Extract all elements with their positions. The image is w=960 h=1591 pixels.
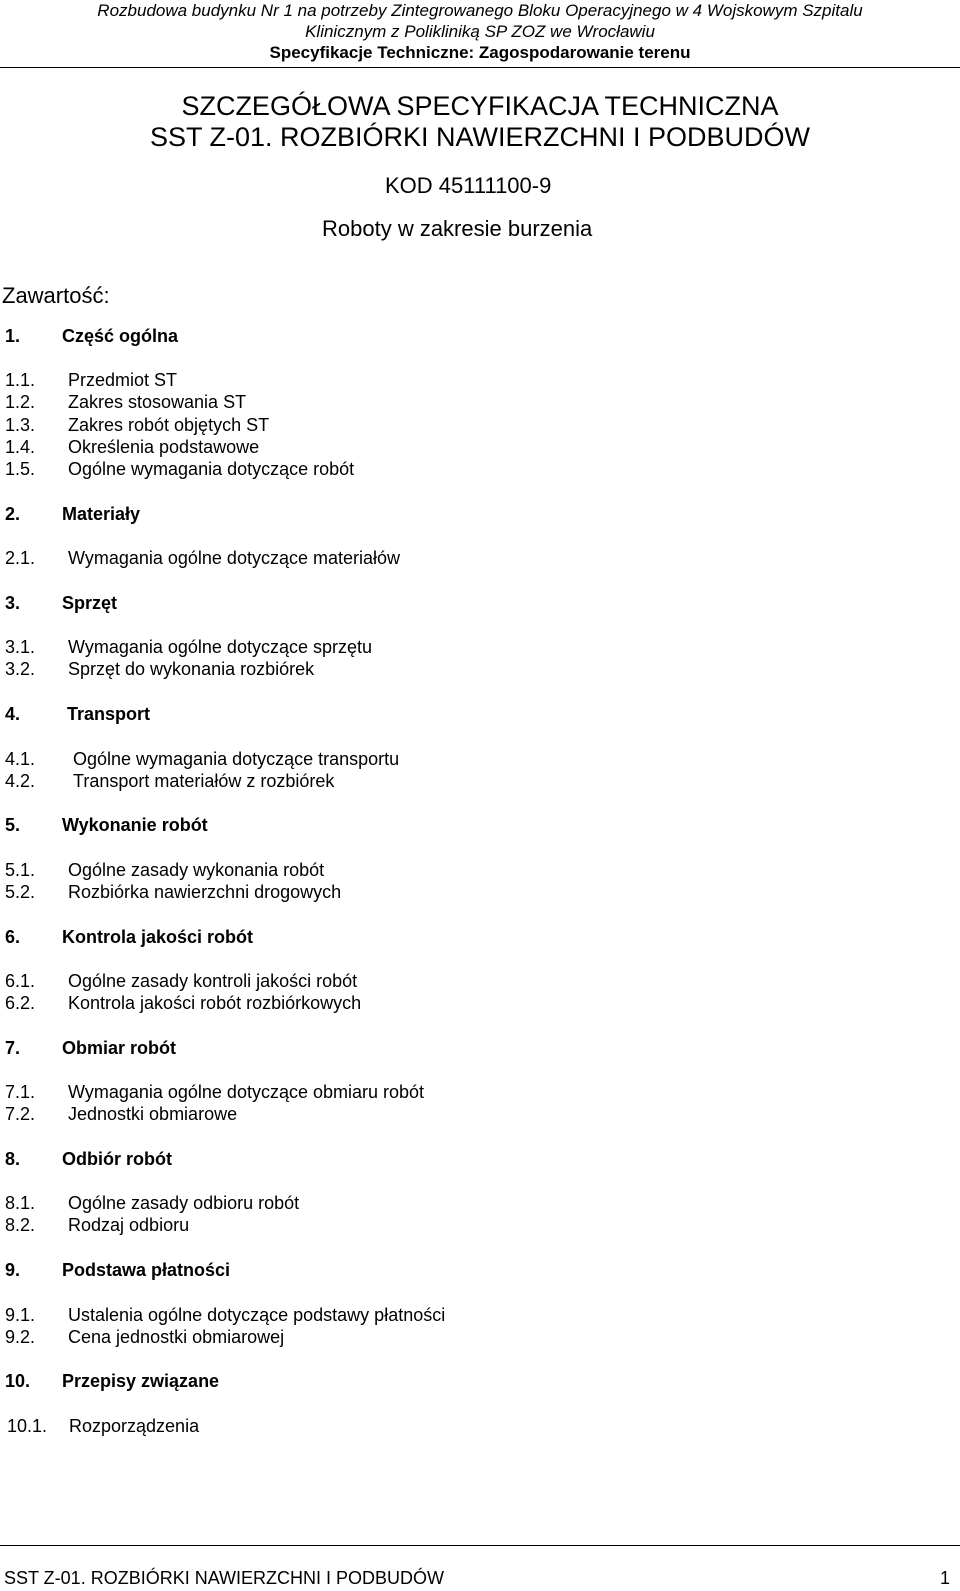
toc-label: Zakres robót objętych ST — [68, 415, 270, 435]
toc-label: Przedmiot ST — [68, 370, 178, 390]
toc-number: 8.1. — [5, 1193, 36, 1213]
toc-label: Sprzęt — [62, 593, 118, 613]
toc-number: 5. — [5, 815, 21, 835]
toc-number: 10.1. — [7, 1416, 48, 1436]
toc-number: 3.1. — [5, 637, 36, 657]
toc-number: 1.3. — [5, 415, 36, 435]
toc-label: Materiały — [62, 504, 141, 524]
page-number: 1 — [939, 1568, 950, 1588]
toc-label: Ogólne zasady odbioru robót — [68, 1193, 300, 1213]
toc-label: Transport materiałów z rozbiórek — [73, 771, 335, 791]
toc-number: 1.2. — [5, 392, 36, 412]
toc-number: 10. — [5, 1371, 31, 1391]
toc-number: 7.1. — [5, 1082, 36, 1102]
toc-number: 6. — [5, 927, 21, 947]
header-line-3: Specyfikacje Techniczne: Zagospodarowanie terenu — [269, 43, 691, 62]
toc-label: Wykonanie robót — [62, 815, 208, 835]
toc-label: Ogólne wymagania dotyczące robót — [68, 459, 355, 479]
toc-number: 9.2. — [5, 1327, 36, 1347]
toc-number: 6.1. — [5, 971, 36, 991]
toc-label: Określenia podstawowe — [68, 437, 260, 457]
toc-number: 1. — [5, 326, 21, 346]
toc-label: Część ogólna — [62, 326, 179, 346]
toc-number: 8. — [5, 1149, 21, 1169]
toc-number: 7.2. — [5, 1104, 36, 1124]
toc-number: 4.1. — [5, 749, 36, 769]
toc-label: Przepisy związane — [62, 1371, 220, 1391]
toc-label: Sprzęt do wykonania rozbiórek — [68, 659, 315, 679]
toc-label: Rodzaj odbioru — [68, 1215, 190, 1235]
toc-label: Ogólne zasady wykonania robót — [68, 860, 325, 880]
toc-label: Odbiór robót — [62, 1149, 172, 1169]
toc-number: 9.1. — [5, 1305, 36, 1325]
contents-heading: Zawartość: — [2, 283, 110, 308]
toc-number: 3. — [5, 593, 21, 613]
toc-number: 2. — [5, 504, 21, 524]
toc-label: Rozporządzenia — [69, 1416, 200, 1436]
toc-number: 3.2. — [5, 659, 36, 679]
toc-number: 5.2. — [5, 882, 36, 902]
toc-number: 7. — [5, 1038, 21, 1058]
header-line-1: Rozbudowa budynku Nr 1 na potrzeby Zintegrowanego Bloku Operacyjnego w 4 Wojskowym Szpitalu — [97, 1, 863, 20]
toc-number: 1.4. — [5, 437, 36, 457]
document-title-line-1: SZCZEGÓŁOWA SPECYFIKACJA TECHNICZNA — [181, 91, 779, 121]
toc-label: Ustalenia ogólne dotyczące podstawy płatności — [68, 1305, 446, 1325]
toc-number: 5.1. — [5, 860, 36, 880]
toc-label: Wymagania ogólne dotyczące obmiaru robót — [68, 1082, 425, 1102]
toc-label: Obmiar robót — [62, 1038, 177, 1058]
toc-label: Wymagania ogólne dotyczące sprzętu — [68, 637, 373, 657]
toc-label: Ogólne wymagania dotyczące transportu — [73, 749, 400, 769]
toc-label: Kontrola jakości robót — [62, 927, 254, 947]
toc-label: Cena jednostki obmiarowej — [68, 1327, 285, 1347]
document-code: KOD 45111100-9 — [385, 173, 552, 198]
header-line-2: Klinicznym z Polikliniką SP ZOZ we Wrocławiu — [305, 22, 655, 41]
footer-divider — [0, 1545, 960, 1546]
toc-label: Zakres stosowania ST — [68, 392, 247, 412]
toc-label: Transport — [67, 704, 151, 724]
toc-label: Rozbiórka nawierzchni drogowych — [68, 882, 342, 902]
toc-label: Podstawa płatności — [62, 1260, 231, 1280]
toc-number: 4. — [5, 704, 21, 724]
toc-number: 1.5. — [5, 459, 36, 479]
toc-label: Jednostki obmiarowe — [68, 1104, 238, 1124]
toc-number: 2.1. — [5, 548, 36, 568]
toc-number: 1.1. — [5, 370, 36, 390]
document-title-line-2: SST Z-01. ROZBIÓRKI NAWIERZCHNI I PODBUDÓW — [149, 122, 811, 152]
toc-number: 6.2. — [5, 993, 36, 1013]
footer-title: SST Z-01. ROZBIÓRKI NAWIERZCHNI I PODBUDÓW — [4, 1568, 445, 1588]
toc-number: 9. — [5, 1260, 21, 1280]
toc-label: Wymagania ogólne dotyczące materiałów — [68, 548, 401, 568]
toc-label: Kontrola jakości robót rozbiórkowych — [68, 993, 362, 1013]
toc-number: 8.2. — [5, 1215, 36, 1235]
document-subtitle: Roboty w zakresie burzenia — [322, 216, 593, 241]
toc-label: Ogólne zasady kontroli jakości robót — [68, 971, 358, 991]
toc-number: 4.2. — [5, 771, 36, 791]
